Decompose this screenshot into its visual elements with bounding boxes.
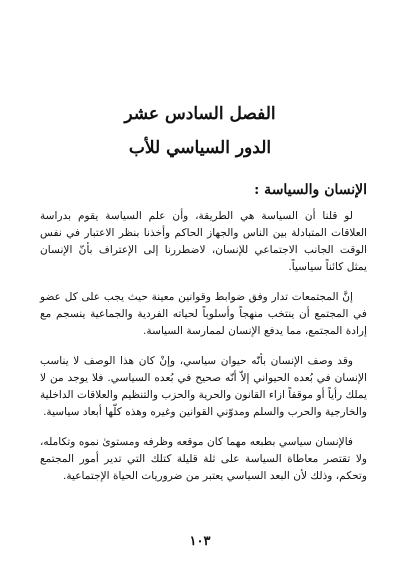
paragraph-1: لو قلنا أن السياسة هي الطريقة، وأن علم السياسة يقوم بدراسة العلاقات المتبادلة بين الناس والجهاز الحاكم وأخذنا بنظر الاعتبار في نفس الوقت الجانب الاجتماعي للإنسان، لاضطررنا إلى الإعتراف بأنّ الإنسان يمثل كائناً سياسياً. xyxy=(40,210,367,273)
chapter-title: الدور السياسي للأب xyxy=(128,138,272,158)
section-heading: الإنسان والسياسة : xyxy=(254,182,367,198)
paragraph-2: إنَّ المجتمعات تدار وفق ضوابط وقوانين معينة حيث يجب على كل عضو في المجتمع أن ينتخب منهجاً وأسلوباً لحياته الفردية والجماعية ينسجم مع إرادة المجتمع، مما يدفع الإنسان لممارسة السياسة. xyxy=(40,291,367,337)
body-text xyxy=(40,208,367,485)
page-number: ١٠٣ xyxy=(189,534,211,549)
paragraph-3: وقد وصف الإنسان بأنّه حيوان سياسي، وإنْ كان هذا الوصف لا يناسب الإنسان في بُعده الحيواني إلاّ أنّه صحيح في بُعده السياسي. فلا يوجد من لا يملك رأياً أو موقفاً ازاء القانون والحرية والحزب والتنظيم والعلاقات الداخلية والخارجية والحرب والسلم ومدوّني القوانين وغيره وهذه كلّها أبعاد سياسية. xyxy=(40,355,367,418)
paragraph-4: فالإنسان سياسي بطبعه مهما كان موقعه وظرفه ومستوىٰ نموه وتكامله، ولا تقتصر معاطاة السياسة على ثلة قليلة كتلك التي تدير أمور المجتمع وتحكم، وذلك لأن البعد السياسي يعتبر من ضروريات الحياة الإجتماعية. xyxy=(40,436,367,482)
chapter-number-heading: الفصل السادس عشر xyxy=(124,104,276,124)
